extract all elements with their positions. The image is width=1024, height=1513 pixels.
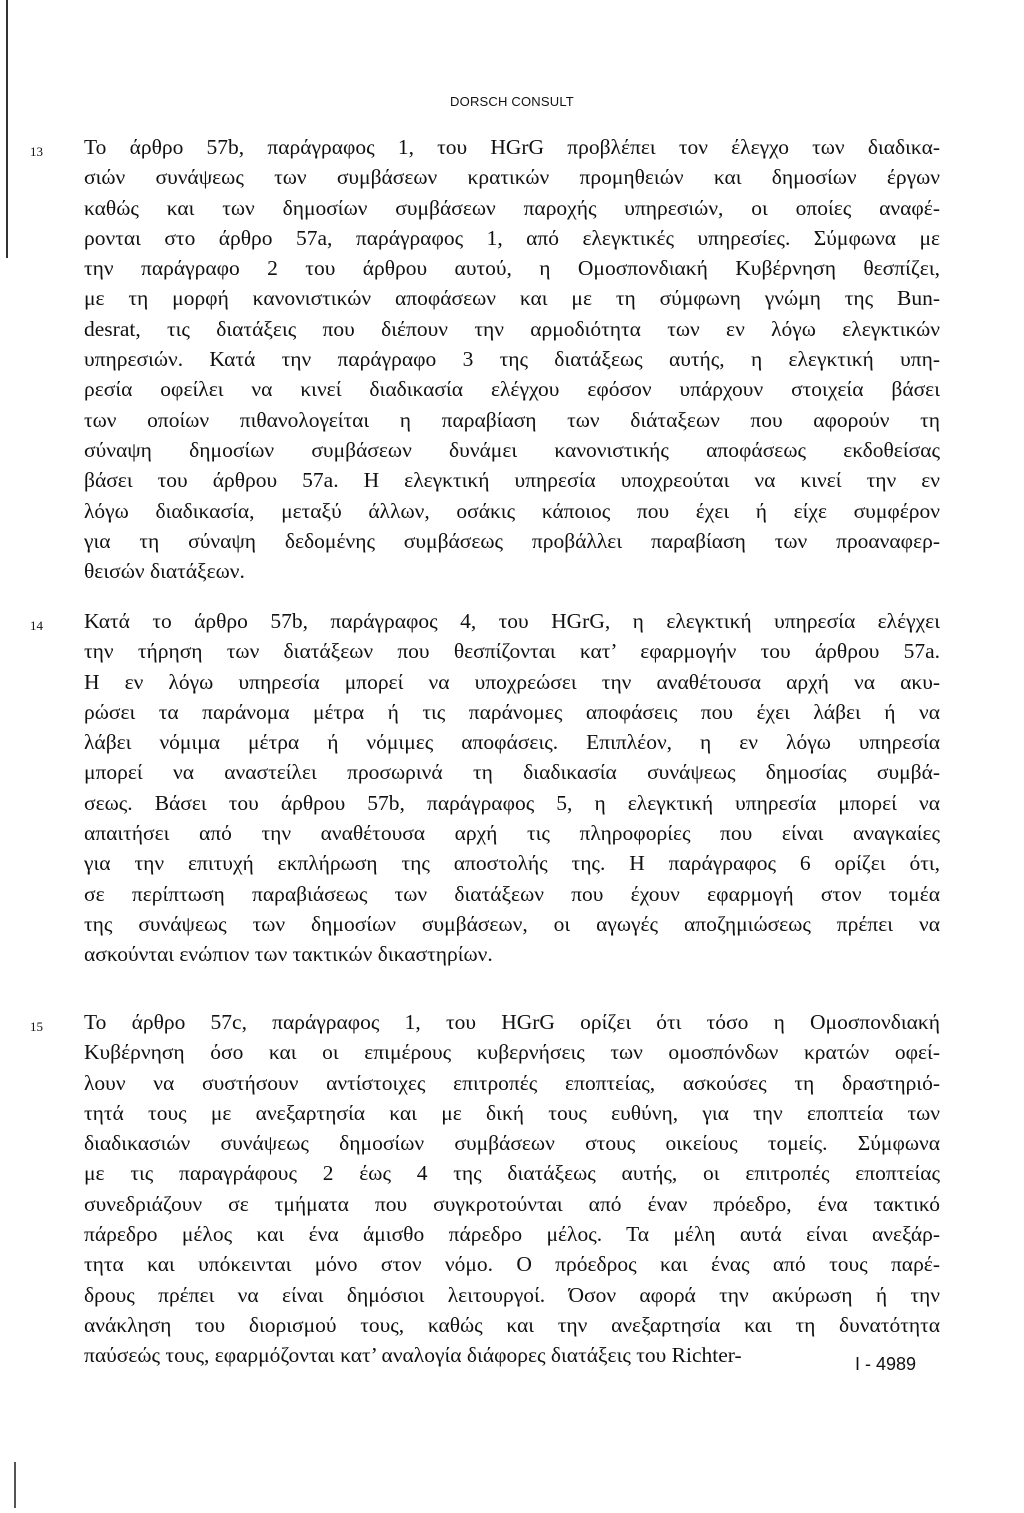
left-margin-rule xyxy=(6,0,8,258)
paragraph-line: των οποίων πιθανολογείται η παραβίαση των διάταξεων που αφορούν τη xyxy=(84,407,940,432)
paragraph-number-13: 13 xyxy=(30,144,43,159)
paragraph-line: βάσει του άρθρου 57a. Η ελεγκτική υπηρεσία υποχρεούται να κινεί την εν xyxy=(84,468,940,493)
paragraph-line: υπηρεσιών. Κατά την παράγραφο 3 της διατάξεως αυτής, η ελεγκτική υπη- xyxy=(84,347,940,372)
paragraph-15 xyxy=(84,1007,940,1371)
paragraph-line: Το άρθρο 57b, παράγραφος 1, του HGrG προβλέπει τον έλεγχο των διαδικα- xyxy=(84,135,940,159)
paragraph-line: desrat, τις διατάξεις που διέπουν την αρμοδιότητα των εν λόγω ελεγκτικών xyxy=(84,316,940,341)
paragraph-line: Κυβέρνηση όσο και οι επιμέρους κυβερνήσεις των ομοσπόνδων κρατών οφεί- xyxy=(84,1040,940,1065)
paragraph-line: Το άρθρο 57c, παράγραφος 1, του HGrG ορίζει ότι τόσο η Ομοσπονδιακή xyxy=(84,1010,940,1034)
page-number: I - 4989 xyxy=(854,1354,916,1374)
paragraph-number-14: 14 xyxy=(30,618,43,633)
paragraph-line: την τήρηση των διατάξεων που θεσπίζονται κατ’ εφαρμογήν του άρθρου 57a. xyxy=(84,639,940,664)
paragraph-line: δρους πρέπει να είναι δημόσιοι λειτουργοί. Όσον αφορά την ακύρωση ή την xyxy=(84,1282,940,1307)
paragraph-14 xyxy=(84,606,940,970)
paragraph-line: τητά τους με ανεξαρτησία και με δική τους ευθύνη, για την εποπτεία των xyxy=(84,1100,940,1125)
paragraph-line: ασκούνται ενώπιον των τακτικών δικαστηρίων. xyxy=(84,942,493,967)
paragraph-line: λόγω διαδικασία, μεταξύ άλλων, οσάκις κάποιος που έχει ή είχε συμφέρον xyxy=(84,498,940,523)
paragraph-13 xyxy=(84,132,940,586)
paragraph-line: καθώς και των δημοσίων συμβάσεων παροχής υπηρεσιών, οι οποίες αναφέ- xyxy=(84,195,940,220)
paragraph-line: για τη σύναψη δεδομένης συμβάσεως προβάλλει παραβίαση των προαναφερ- xyxy=(84,528,940,553)
paragraph-line: ρεσία οφείλει να κινεί διαδικασία ελέγχου εφόσον υπάρχουν στοιχεία βάσει xyxy=(84,377,940,402)
paragraph-line: ρονται στο άρθρο 57a, παράγραφος 1, από ελεγκτικές υπηρεσίες. Σύμφωνα με xyxy=(84,225,940,250)
paragraph-line: με τη μορφή κανονιστικών αποφάσεων και με τη σύμφωνη γνώμη της Bun- xyxy=(84,286,940,311)
paragraph-line: μπορεί να αναστείλει προσωρινά τη διαδικασία συνάψεως δημοσίας συμβά- xyxy=(84,760,940,785)
left-margin-mark xyxy=(14,1462,16,1508)
paragraph-line: σε περίπτωση παραβιάσεως των διατάξεων που έχουν εφαρμογή στον τομέα xyxy=(84,881,940,906)
paragraph-line: της συνάψεως των δημοσίων συμβάσεων, οι αγωγές αποζημιώσεως πρέπει να xyxy=(84,911,940,936)
paragraph-line: ρώσει τα παράνομα μέτρα ή τις παράνομες αποφάσεις που έχει λάβει ή να xyxy=(84,699,940,724)
paragraph-line: σιών συνάψεως των συμβάσεων κρατικών προμηθειών και δημοσίων έργων xyxy=(84,165,940,190)
paragraph-line: σεως. Βάσει του άρθρου 57b, παράγραφος 5, η ελεγκτική υπηρεσία μπορεί να xyxy=(84,790,940,815)
paragraph-line: ανάκληση του διορισμού τους, καθώς και την ανεξαρτησία και τη δυνατότητα xyxy=(84,1312,940,1337)
paragraph-line: την παράγραφο 2 του άρθρου αυτού, η Ομοσπονδιακή Κυβέρνηση θεσπίζει, xyxy=(84,256,940,281)
paragraph-line: για την επιτυχή εκπλήρωση της αποστολής της. Η παράγραφος 6 ορίζει ότι, xyxy=(84,851,940,876)
paragraph-line: συνεδριάζουν σε τμήματα που συγκροτούνται από έναν πρόεδρο, ένα τακτικό xyxy=(84,1191,940,1216)
paragraph-number-15: 15 xyxy=(30,1019,43,1034)
paragraph-line: Η εν λόγω υπηρεσία μπορεί να υποχρεώσει την αναθέτουσα αρχή να ακυ- xyxy=(84,669,940,694)
page-header: DORSCH CONSULT xyxy=(450,94,574,109)
paragraph-line: πάρεδρο μέλος και ένα άμισθο πάρεδρο μέλος. Τα μέλη αυτά είναι ανεξάρ- xyxy=(84,1222,940,1247)
paragraph-line: θεισών διατάξεων. xyxy=(84,559,245,584)
paragraph-line: τητα και υπόκεινται μόνο στον νόμο. Ο πρόεδρος και ένας από τους παρέ- xyxy=(84,1252,940,1277)
paragraph-line: Κατά το άρθρο 57b, παράγραφος 4, του HGrG, η ελεγκτική υπηρεσία ελέγχει xyxy=(84,609,940,633)
paragraph-line: παύσεώς τους, εφαρμόζονται κατ’ αναλογία διάφορες διατάξεις του Richter- xyxy=(84,1343,742,1368)
paragraph-line: διαδικασιών συνάψεως δημοσίων συμβάσεων στους οικείους τομείς. Σύμφωνα xyxy=(84,1131,940,1156)
paragraph-line: απαιτήσει από την αναθέτουσα αρχή τις πληροφορίες που είναι αναγκαίες xyxy=(84,821,940,846)
paragraph-line: σύναψη δημοσίων συμβάσεων δυνάμει κανονιστικής αποφάσεως εκδοθείσας xyxy=(84,437,940,462)
paragraph-line: λάβει νόμιμα μέτρα ή νόμιμες αποφάσεις. Επιπλέον, η εν λόγω υπηρεσία xyxy=(84,730,940,755)
paragraph-line: λουν να συστήσουν αντίστοιχες επιτροπές εποπτείας, ασκούσες τη δραστηριό- xyxy=(84,1070,940,1095)
paragraph-line: με τις παραγράφους 2 έως 4 της διατάξεως αυτής, οι επιτροπές εποπτείας xyxy=(84,1161,940,1186)
